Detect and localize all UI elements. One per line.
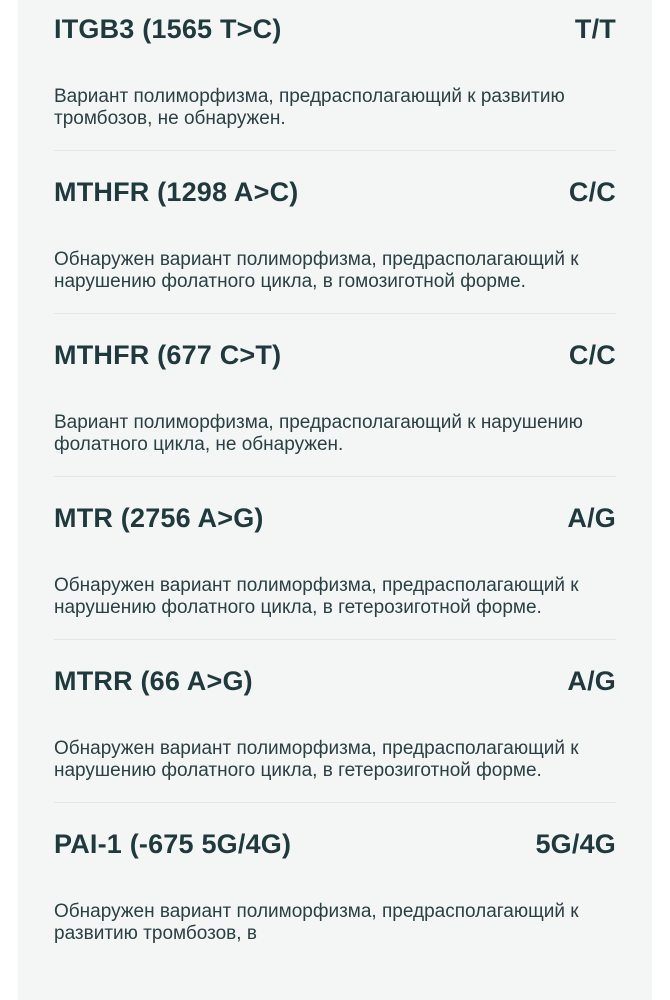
gene-name: MTR (2756 A>G) — [54, 502, 264, 533]
gene-name: MTHFR (677 C>T) — [54, 339, 282, 370]
result-description: Обнаружен вариант полиморфизма, предрасполагающий к нарушению фолатного цикла, в гомозиготной форме. — [54, 249, 579, 292]
genotype-value: C/C — [568, 339, 616, 370]
result-item — [54, 175, 616, 314]
genotype-value: A/G — [567, 665, 616, 696]
result-description: Вариант полиморфизма, предрасполагающий к развитию тромбозов, не обнаружен. — [54, 86, 565, 129]
result-description: Вариант полиморфизма, предрасполагающий к нарушению фолатного цикла, не обнаружен. — [54, 412, 583, 455]
result-header — [54, 175, 616, 209]
gene-name: PAI-1 (-675 5G/4G) — [54, 828, 292, 859]
genotype-value: C/C — [568, 176, 616, 207]
genotype-value: 5G/4G — [535, 828, 616, 859]
result-item — [54, 827, 616, 965]
results-panel — [18, 0, 652, 1000]
result-description: Обнаружен вариант полиморфизма, предрасполагающий к нарушению фолатного цикла, в гетерозиготной форме. — [54, 738, 579, 781]
result-description: Обнаружен вариант полиморфизма, предрасполагающий к нарушению фолатного цикла, в гетерозиготной форме. — [54, 575, 579, 618]
result-item — [54, 501, 616, 640]
genotype-value: A/G — [567, 502, 616, 533]
result-header — [54, 12, 616, 46]
gene-name: ITGB3 (1565 T>C) — [54, 13, 282, 44]
result-item — [54, 664, 616, 803]
genotype-value: T/T — [574, 13, 616, 44]
result-header — [54, 501, 616, 535]
result-header — [54, 664, 616, 698]
result-item — [54, 12, 616, 151]
result-header — [54, 338, 616, 372]
gene-name: MTHFR (1298 A>C) — [54, 176, 299, 207]
genetic-results-list — [54, 0, 616, 965]
result-description: Обнаружен вариант полиморфизма, предрасполагающий к развитию тромбозов, в — [54, 901, 579, 944]
result-item — [54, 338, 616, 477]
gene-name: MTRR (66 A>G) — [54, 665, 253, 696]
result-header — [54, 827, 616, 861]
